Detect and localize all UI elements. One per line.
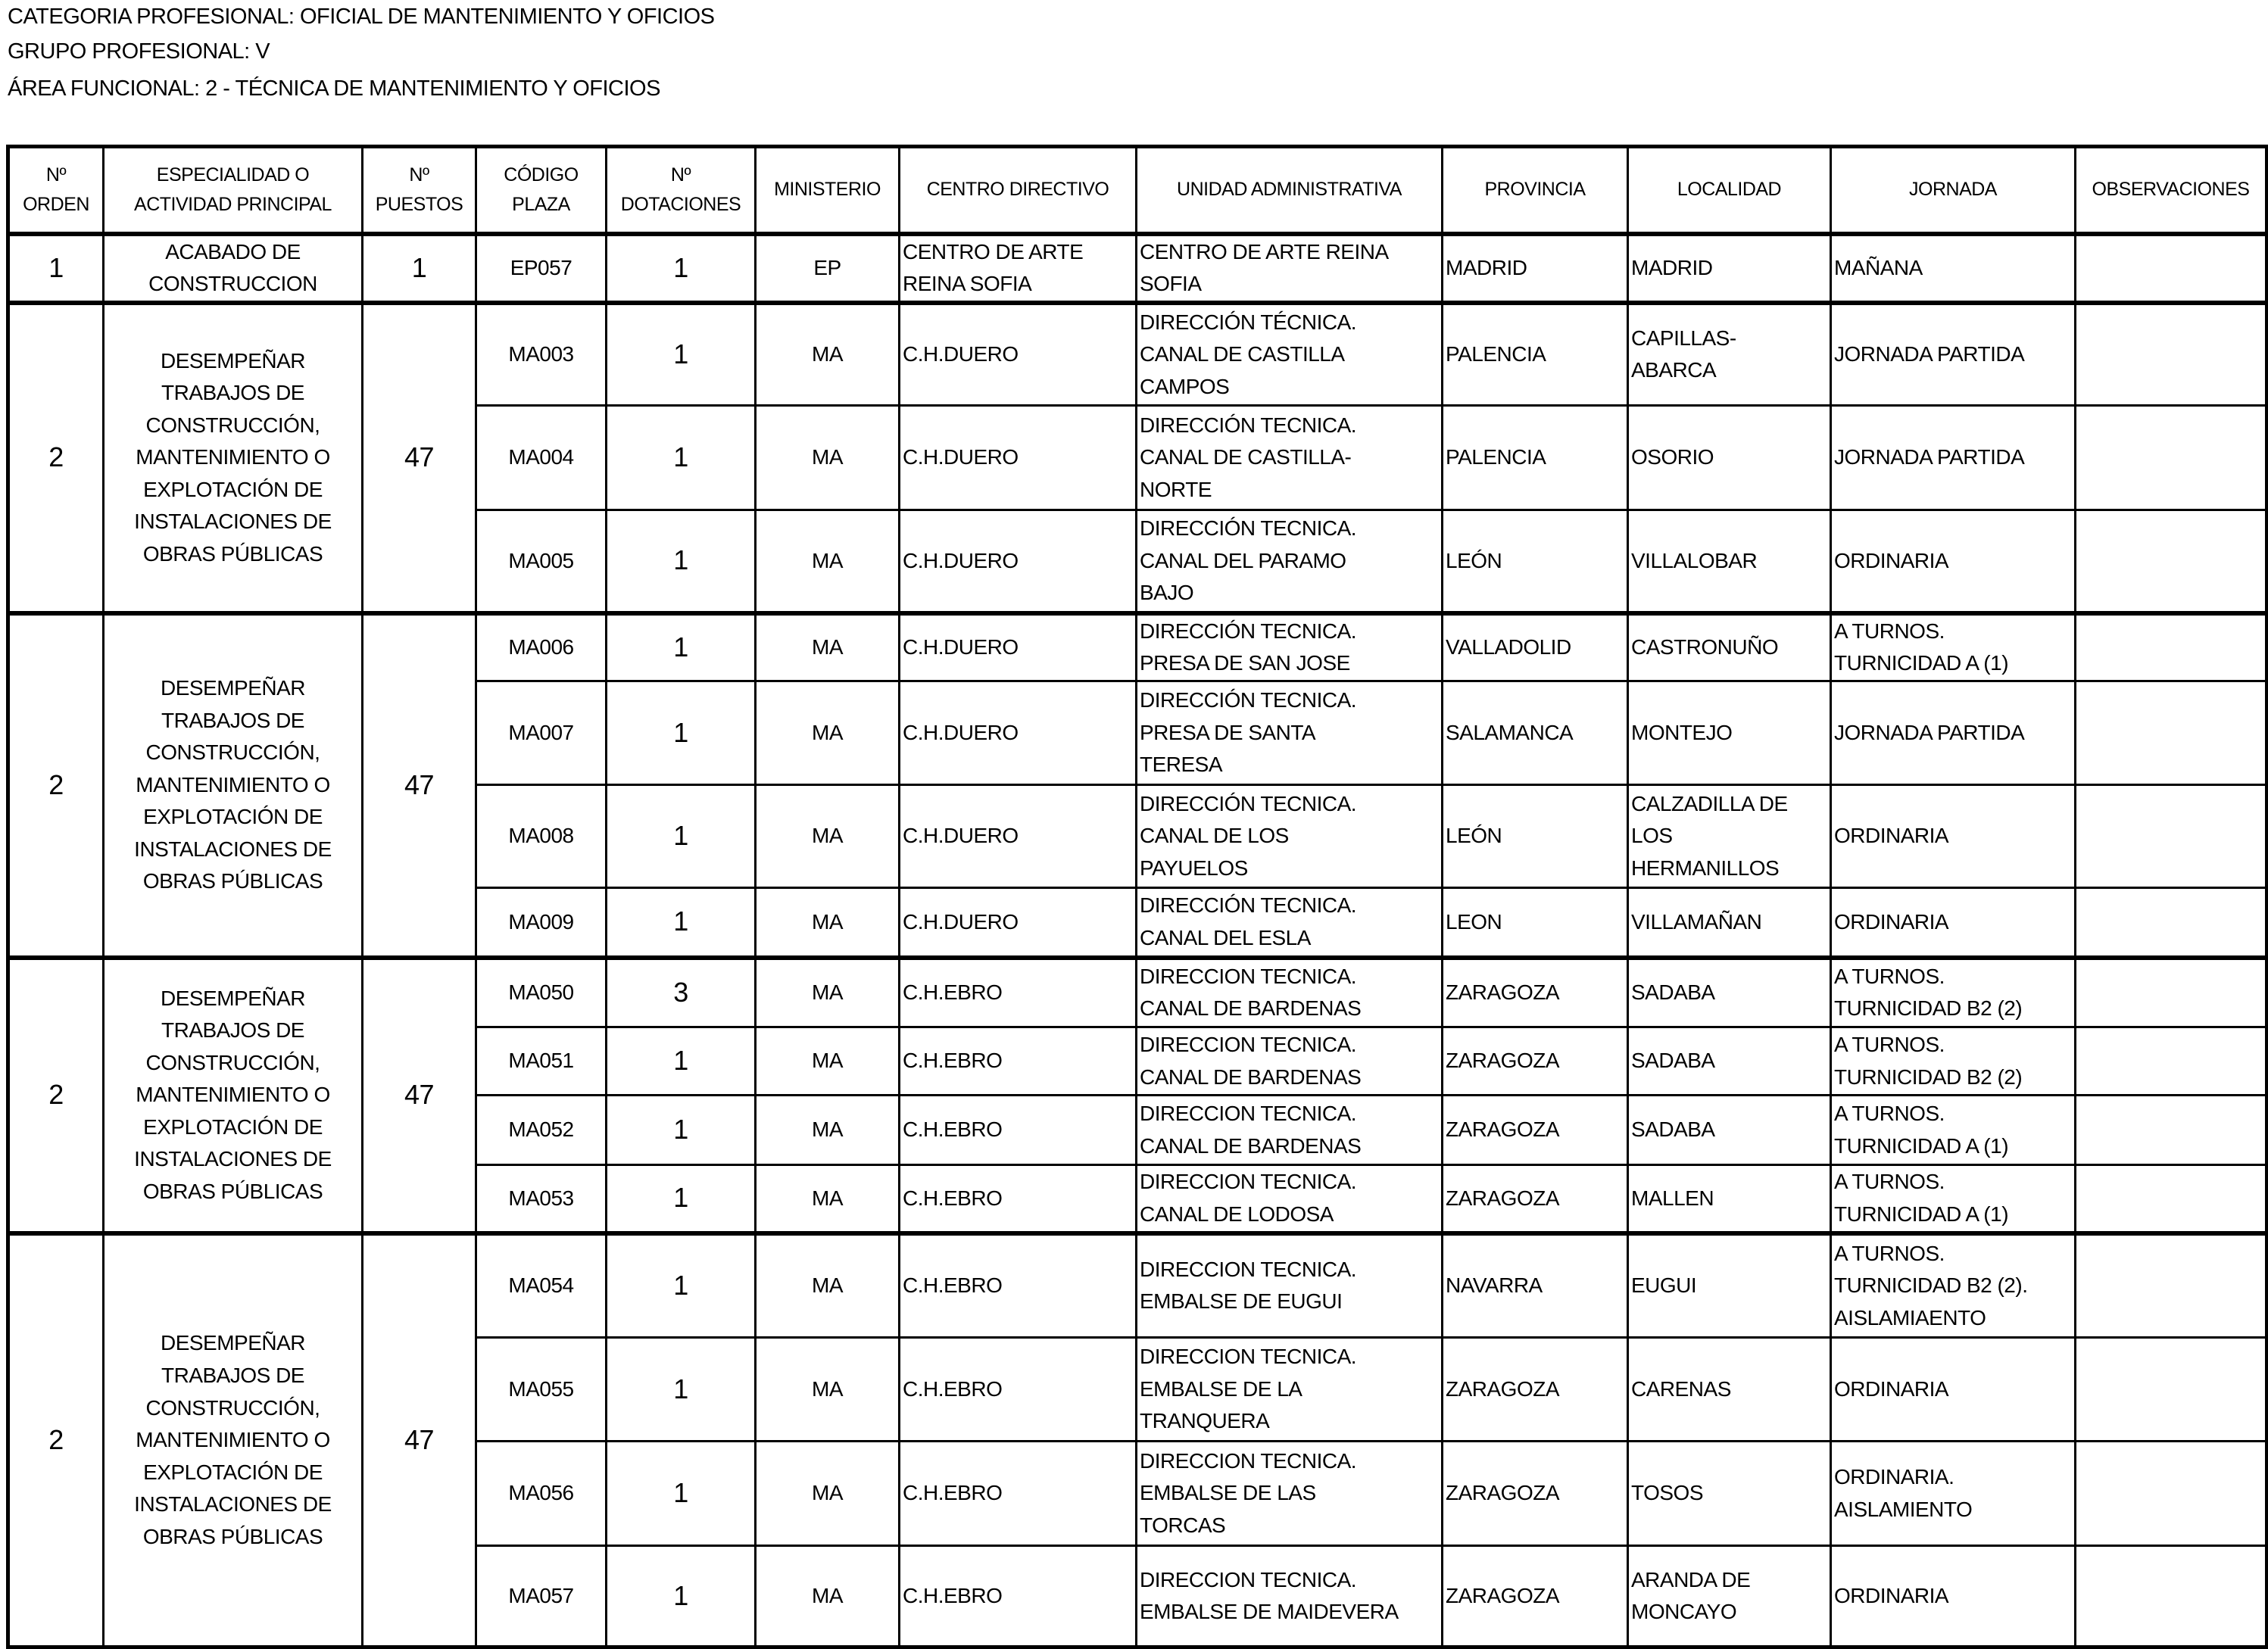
unidad-administrativa-cell: DIRECCION TECNICA. EMBALSE DE LAS TORCAS (1137, 1442, 1443, 1546)
especialidad-cell: DESEMPEÑAR TRABAJOS DE CONSTRUCCIÓN, MANTENIMIENTO O EXPLOTACIÓN DE INSTALACIONES DE OBRAS PÚBLICAS (104, 303, 363, 613)
localidad-cell: CALZADILLA DE LOS HERMANILLOS (1628, 785, 1831, 888)
ministerio-cell: MA (756, 1096, 900, 1165)
column-header-puestos: Nº PUESTOS (363, 147, 476, 234)
observaciones-cell (2076, 1165, 2267, 1233)
column-header-observaciones: OBSERVACIONES (2076, 147, 2267, 234)
table-row (8, 234, 2267, 303)
table-row (8, 613, 2267, 681)
provincia-cell: VALLADOLID (1443, 613, 1628, 681)
codigo-plaza-cell: MA051 (476, 1027, 607, 1096)
jornada-cell: A TURNOS. TURNICIDAD B2 (2) (1831, 958, 2076, 1027)
localidad-cell: TOSOS (1628, 1442, 1831, 1546)
jornada-cell: A TURNOS. TURNICIDAD B2 (2). AISLAMIAENTO (1831, 1233, 2076, 1338)
dotaciones-cell: 3 (607, 958, 756, 1027)
centro-directivo-cell: C.H.DUERO (900, 613, 1137, 681)
observaciones-cell (2076, 785, 2267, 888)
localidad-cell: EUGUI (1628, 1233, 1831, 1338)
orden-cell: 1 (8, 234, 104, 303)
column-header-ministerio: MINISTERIO (756, 147, 900, 234)
ministerio-cell: MA (756, 1027, 900, 1096)
table-row (8, 958, 2267, 1027)
ministerio-cell: MA (756, 303, 900, 406)
dotaciones-cell: 1 (607, 1233, 756, 1338)
observaciones-cell (2076, 303, 2267, 406)
codigo-plaza-cell: MA004 (476, 406, 607, 510)
dotaciones-cell: 1 (607, 1546, 756, 1647)
puestos-cell: 47 (363, 613, 476, 958)
puestos-cell: 47 (363, 958, 476, 1233)
jornada-cell: JORNADA PARTIDA (1831, 681, 2076, 785)
orden-cell: 2 (8, 613, 104, 958)
localidad-cell: MALLEN (1628, 1165, 1831, 1233)
area-funcional: ÁREA FUNCIONAL: 2 - TÉCNICA DE MANTENIMIENTO Y OFICIOS (8, 76, 660, 101)
column-header-codigo: CÓDIGO PLAZA (476, 147, 607, 234)
jornada-cell: ORDINARIA (1831, 785, 2076, 888)
dotaciones-cell: 1 (607, 303, 756, 406)
observaciones-cell (2076, 406, 2267, 510)
dotaciones-cell: 1 (607, 1338, 756, 1442)
centro-directivo-cell: C.H.EBRO (900, 1338, 1137, 1442)
especialidad-cell: DESEMPEÑAR TRABAJOS DE CONSTRUCCIÓN, MANTENIMIENTO O EXPLOTACIÓN DE INSTALACIONES DE OBRAS PÚBLICAS (104, 958, 363, 1233)
jornada-cell: JORNADA PARTIDA (1831, 303, 2076, 406)
ministerio-cell: MA (756, 1546, 900, 1647)
observaciones-cell (2076, 1546, 2267, 1647)
ministerio-cell: MA (756, 1165, 900, 1233)
centro-directivo-cell: C.H.DUERO (900, 510, 1137, 613)
provincia-cell: ZARAGOZA (1443, 1165, 1628, 1233)
jornada-cell: ORDINARIA (1831, 1338, 2076, 1442)
provincia-cell: NAVARRA (1443, 1233, 1628, 1338)
unidad-administrativa-cell: DIRECCION TECNICA. CANAL DE BARDENAS (1137, 1027, 1443, 1096)
jornada-cell: A TURNOS. TURNICIDAD A (1) (1831, 613, 2076, 681)
provincia-cell: PALENCIA (1443, 406, 1628, 510)
localidad-cell: SADABA (1628, 1027, 1831, 1096)
observaciones-cell (2076, 888, 2267, 958)
centro-directivo-cell: C.H.DUERO (900, 785, 1137, 888)
ministerio-cell: MA (756, 1233, 900, 1338)
provincia-cell: ZARAGOZA (1443, 958, 1628, 1027)
ministerio-cell: MA (756, 958, 900, 1027)
ministerio-cell: MA (756, 888, 900, 958)
orden-cell: 2 (8, 303, 104, 613)
dotaciones-cell: 1 (607, 681, 756, 785)
codigo-plaza-cell: MA050 (476, 958, 607, 1027)
ministerio-cell: MA (756, 785, 900, 888)
codigo-plaza-cell: MA056 (476, 1442, 607, 1546)
centro-directivo-cell: C.H.DUERO (900, 406, 1137, 510)
unidad-administrativa-cell: DIRECCION TECNICA. EMBALSE DE EUGUI (1137, 1233, 1443, 1338)
localidad-cell: CAPILLAS- ABARCA (1628, 303, 1831, 406)
table-header-row (8, 147, 2267, 234)
jornada-cell: A TURNOS. TURNICIDAD A (1) (1831, 1165, 2076, 1233)
observaciones-cell (2076, 681, 2267, 785)
plazas-table (6, 145, 2268, 1649)
column-header-provincia: PROVINCIA (1443, 147, 1628, 234)
provincia-cell: ZARAGOZA (1443, 1338, 1628, 1442)
dotaciones-cell: 1 (607, 1096, 756, 1165)
column-header-especialidad: ESPECIALIDAD O ACTIVIDAD PRINCIPAL (104, 147, 363, 234)
ministerio-cell: MA (756, 613, 900, 681)
localidad-cell: VILLALOBAR (1628, 510, 1831, 613)
ministerio-cell: MA (756, 1442, 900, 1546)
ministerio-cell: EP (756, 234, 900, 303)
ministerio-cell: MA (756, 406, 900, 510)
especialidad-cell: ACABADO DE CONSTRUCCION (104, 234, 363, 303)
codigo-plaza-cell: MA057 (476, 1546, 607, 1647)
localidad-cell: VILLAMAÑAN (1628, 888, 1831, 958)
dotaciones-cell: 1 (607, 1027, 756, 1096)
codigo-plaza-cell: MA009 (476, 888, 607, 958)
ministerio-cell: MA (756, 681, 900, 785)
localidad-cell: CASTRONUÑO (1628, 613, 1831, 681)
observaciones-cell (2076, 1096, 2267, 1165)
especialidad-cell: DESEMPEÑAR TRABAJOS DE CONSTRUCCIÓN, MANTENIMIENTO O EXPLOTACIÓN DE INSTALACIONES DE OBRAS PÚBLICAS (104, 613, 363, 958)
dotaciones-cell: 1 (607, 406, 756, 510)
centro-directivo-cell: C.H.EBRO (900, 958, 1137, 1027)
unidad-administrativa-cell: DIRECCION TECNICA. CANAL DE BARDENAS (1137, 1096, 1443, 1165)
codigo-plaza-cell: EP057 (476, 234, 607, 303)
centro-directivo-cell: C.H.DUERO (900, 303, 1137, 406)
provincia-cell: PALENCIA (1443, 303, 1628, 406)
orden-cell: 2 (8, 1233, 104, 1647)
centro-directivo-cell: C.H.EBRO (900, 1027, 1137, 1096)
table-row (8, 1233, 2267, 1338)
provincia-cell: LEÓN (1443, 785, 1628, 888)
column-header-centro-directivo: CENTRO DIRECTIVO (900, 147, 1137, 234)
codigo-plaza-cell: MA006 (476, 613, 607, 681)
centro-directivo-cell: C.H.EBRO (900, 1165, 1137, 1233)
localidad-cell: SADABA (1628, 958, 1831, 1027)
provincia-cell: ZARAGOZA (1443, 1027, 1628, 1096)
jornada-cell: ORDINARIA (1831, 1546, 2076, 1647)
codigo-plaza-cell: MA055 (476, 1338, 607, 1442)
codigo-plaza-cell: MA053 (476, 1165, 607, 1233)
jornada-cell: ORDINARIA (1831, 510, 2076, 613)
localidad-cell: MONTEJO (1628, 681, 1831, 785)
column-header-localidad: LOCALIDAD (1628, 147, 1831, 234)
observaciones-cell (2076, 1442, 2267, 1546)
codigo-plaza-cell: MA005 (476, 510, 607, 613)
localidad-cell: CARENAS (1628, 1338, 1831, 1442)
observaciones-cell (2076, 1338, 2267, 1442)
codigo-plaza-cell: MA003 (476, 303, 607, 406)
provincia-cell: ZARAGOZA (1443, 1442, 1628, 1546)
especialidad-cell: DESEMPEÑAR TRABAJOS DE CONSTRUCCIÓN, MANTENIMIENTO O EXPLOTACIÓN DE INSTALACIONES DE OBRAS PÚBLICAS (104, 1233, 363, 1647)
ministerio-cell: MA (756, 1338, 900, 1442)
ministerio-cell: MA (756, 510, 900, 613)
puestos-cell: 1 (363, 234, 476, 303)
unidad-administrativa-cell: DIRECCIÓN TÉCNICA. CANAL DE CASTILLA CAMPOS (1137, 303, 1443, 406)
observaciones-cell (2076, 1027, 2267, 1096)
grupo-profesional: GRUPO PROFESIONAL: V (8, 39, 270, 64)
localidad-cell: ARANDA DE MONCAYO (1628, 1546, 1831, 1647)
column-header-unidad-administrativa: UNIDAD ADMINISTRATIVA (1137, 147, 1443, 234)
unidad-administrativa-cell: DIRECCIÓN TECNICA. CANAL DE LOS PAYUELOS (1137, 785, 1443, 888)
centro-directivo-cell: C.H.EBRO (900, 1233, 1137, 1338)
codigo-plaza-cell: MA008 (476, 785, 607, 888)
provincia-cell: SALAMANCA (1443, 681, 1628, 785)
observaciones-cell (2076, 958, 2267, 1027)
dotaciones-cell: 1 (607, 785, 756, 888)
orden-cell: 2 (8, 958, 104, 1233)
provincia-cell: ZARAGOZA (1443, 1546, 1628, 1647)
dotaciones-cell: 1 (607, 1165, 756, 1233)
codigo-plaza-cell: MA007 (476, 681, 607, 785)
unidad-administrativa-cell: DIRECCIÓN TECNICA. CANAL DEL ESLA (1137, 888, 1443, 958)
jornada-cell: ORDINARIA (1831, 888, 2076, 958)
dotaciones-cell: 1 (607, 613, 756, 681)
unidad-administrativa-cell: DIRECCION TECNICA. CANAL DE BARDENAS (1137, 958, 1443, 1027)
jornada-cell: A TURNOS. TURNICIDAD B2 (2) (1831, 1027, 2076, 1096)
dotaciones-cell: 1 (607, 888, 756, 958)
column-header-jornada: JORNADA (1831, 147, 2076, 234)
codigo-plaza-cell: MA054 (476, 1233, 607, 1338)
puestos-cell: 47 (363, 303, 476, 613)
jornada-cell: JORNADA PARTIDA (1831, 406, 2076, 510)
jornada-cell: A TURNOS. TURNICIDAD A (1) (1831, 1096, 2076, 1165)
unidad-administrativa-cell: DIRECCIÓN TECNICA. PRESA DE SANTA TERESA (1137, 681, 1443, 785)
observaciones-cell (2076, 1233, 2267, 1338)
unidad-administrativa-cell: DIRECCIÓN TECNICA. CANAL DE CASTILLA- NORTE (1137, 406, 1443, 510)
observaciones-cell (2076, 613, 2267, 681)
centro-directivo-cell: CENTRO DE ARTE REINA SOFIA (900, 234, 1137, 303)
dotaciones-cell: 1 (607, 510, 756, 613)
codigo-plaza-cell: MA052 (476, 1096, 607, 1165)
observaciones-cell (2076, 234, 2267, 303)
centro-directivo-cell: C.H.EBRO (900, 1096, 1137, 1165)
unidad-administrativa-cell: DIRECCION TECNICA. EMBALSE DE MAIDEVERA (1137, 1546, 1443, 1647)
categoria-profesional: CATEGORIA PROFESIONAL: OFICIAL DE MANTENIMIENTO Y OFICIOS (8, 5, 715, 29)
provincia-cell: LEÓN (1443, 510, 1628, 613)
unidad-administrativa-cell: DIRECCION TECNICA. CANAL DE LODOSA (1137, 1165, 1443, 1233)
unidad-administrativa-cell: DIRECCIÓN TECNICA. PRESA DE SAN JOSE (1137, 613, 1443, 681)
centro-directivo-cell: C.H.EBRO (900, 1546, 1137, 1647)
column-header-dotaciones: Nº DOTACIONES (607, 147, 756, 234)
observaciones-cell (2076, 510, 2267, 613)
localidad-cell: MADRID (1628, 234, 1831, 303)
jornada-cell: MAÑANA (1831, 234, 2076, 303)
dotaciones-cell: 1 (607, 234, 756, 303)
table-row (8, 303, 2267, 406)
dotaciones-cell: 1 (607, 1442, 756, 1546)
centro-directivo-cell: C.H.EBRO (900, 1442, 1137, 1546)
centro-directivo-cell: C.H.DUERO (900, 888, 1137, 958)
centro-directivo-cell: C.H.DUERO (900, 681, 1137, 785)
jornada-cell: ORDINARIA. AISLAMIENTO (1831, 1442, 2076, 1546)
provincia-cell: MADRID (1443, 234, 1628, 303)
puestos-cell: 47 (363, 1233, 476, 1647)
unidad-administrativa-cell: DIRECCION TECNICA. EMBALSE DE LA TRANQUERA (1137, 1338, 1443, 1442)
localidad-cell: OSORIO (1628, 406, 1831, 510)
column-header-orden: Nº ORDEN (8, 147, 104, 234)
provincia-cell: ZARAGOZA (1443, 1096, 1628, 1165)
localidad-cell: SADABA (1628, 1096, 1831, 1165)
provincia-cell: LEON (1443, 888, 1628, 958)
unidad-administrativa-cell: DIRECCIÓN TECNICA. CANAL DEL PARAMO BAJO (1137, 510, 1443, 613)
unidad-administrativa-cell: CENTRO DE ARTE REINA SOFIA (1137, 234, 1443, 303)
